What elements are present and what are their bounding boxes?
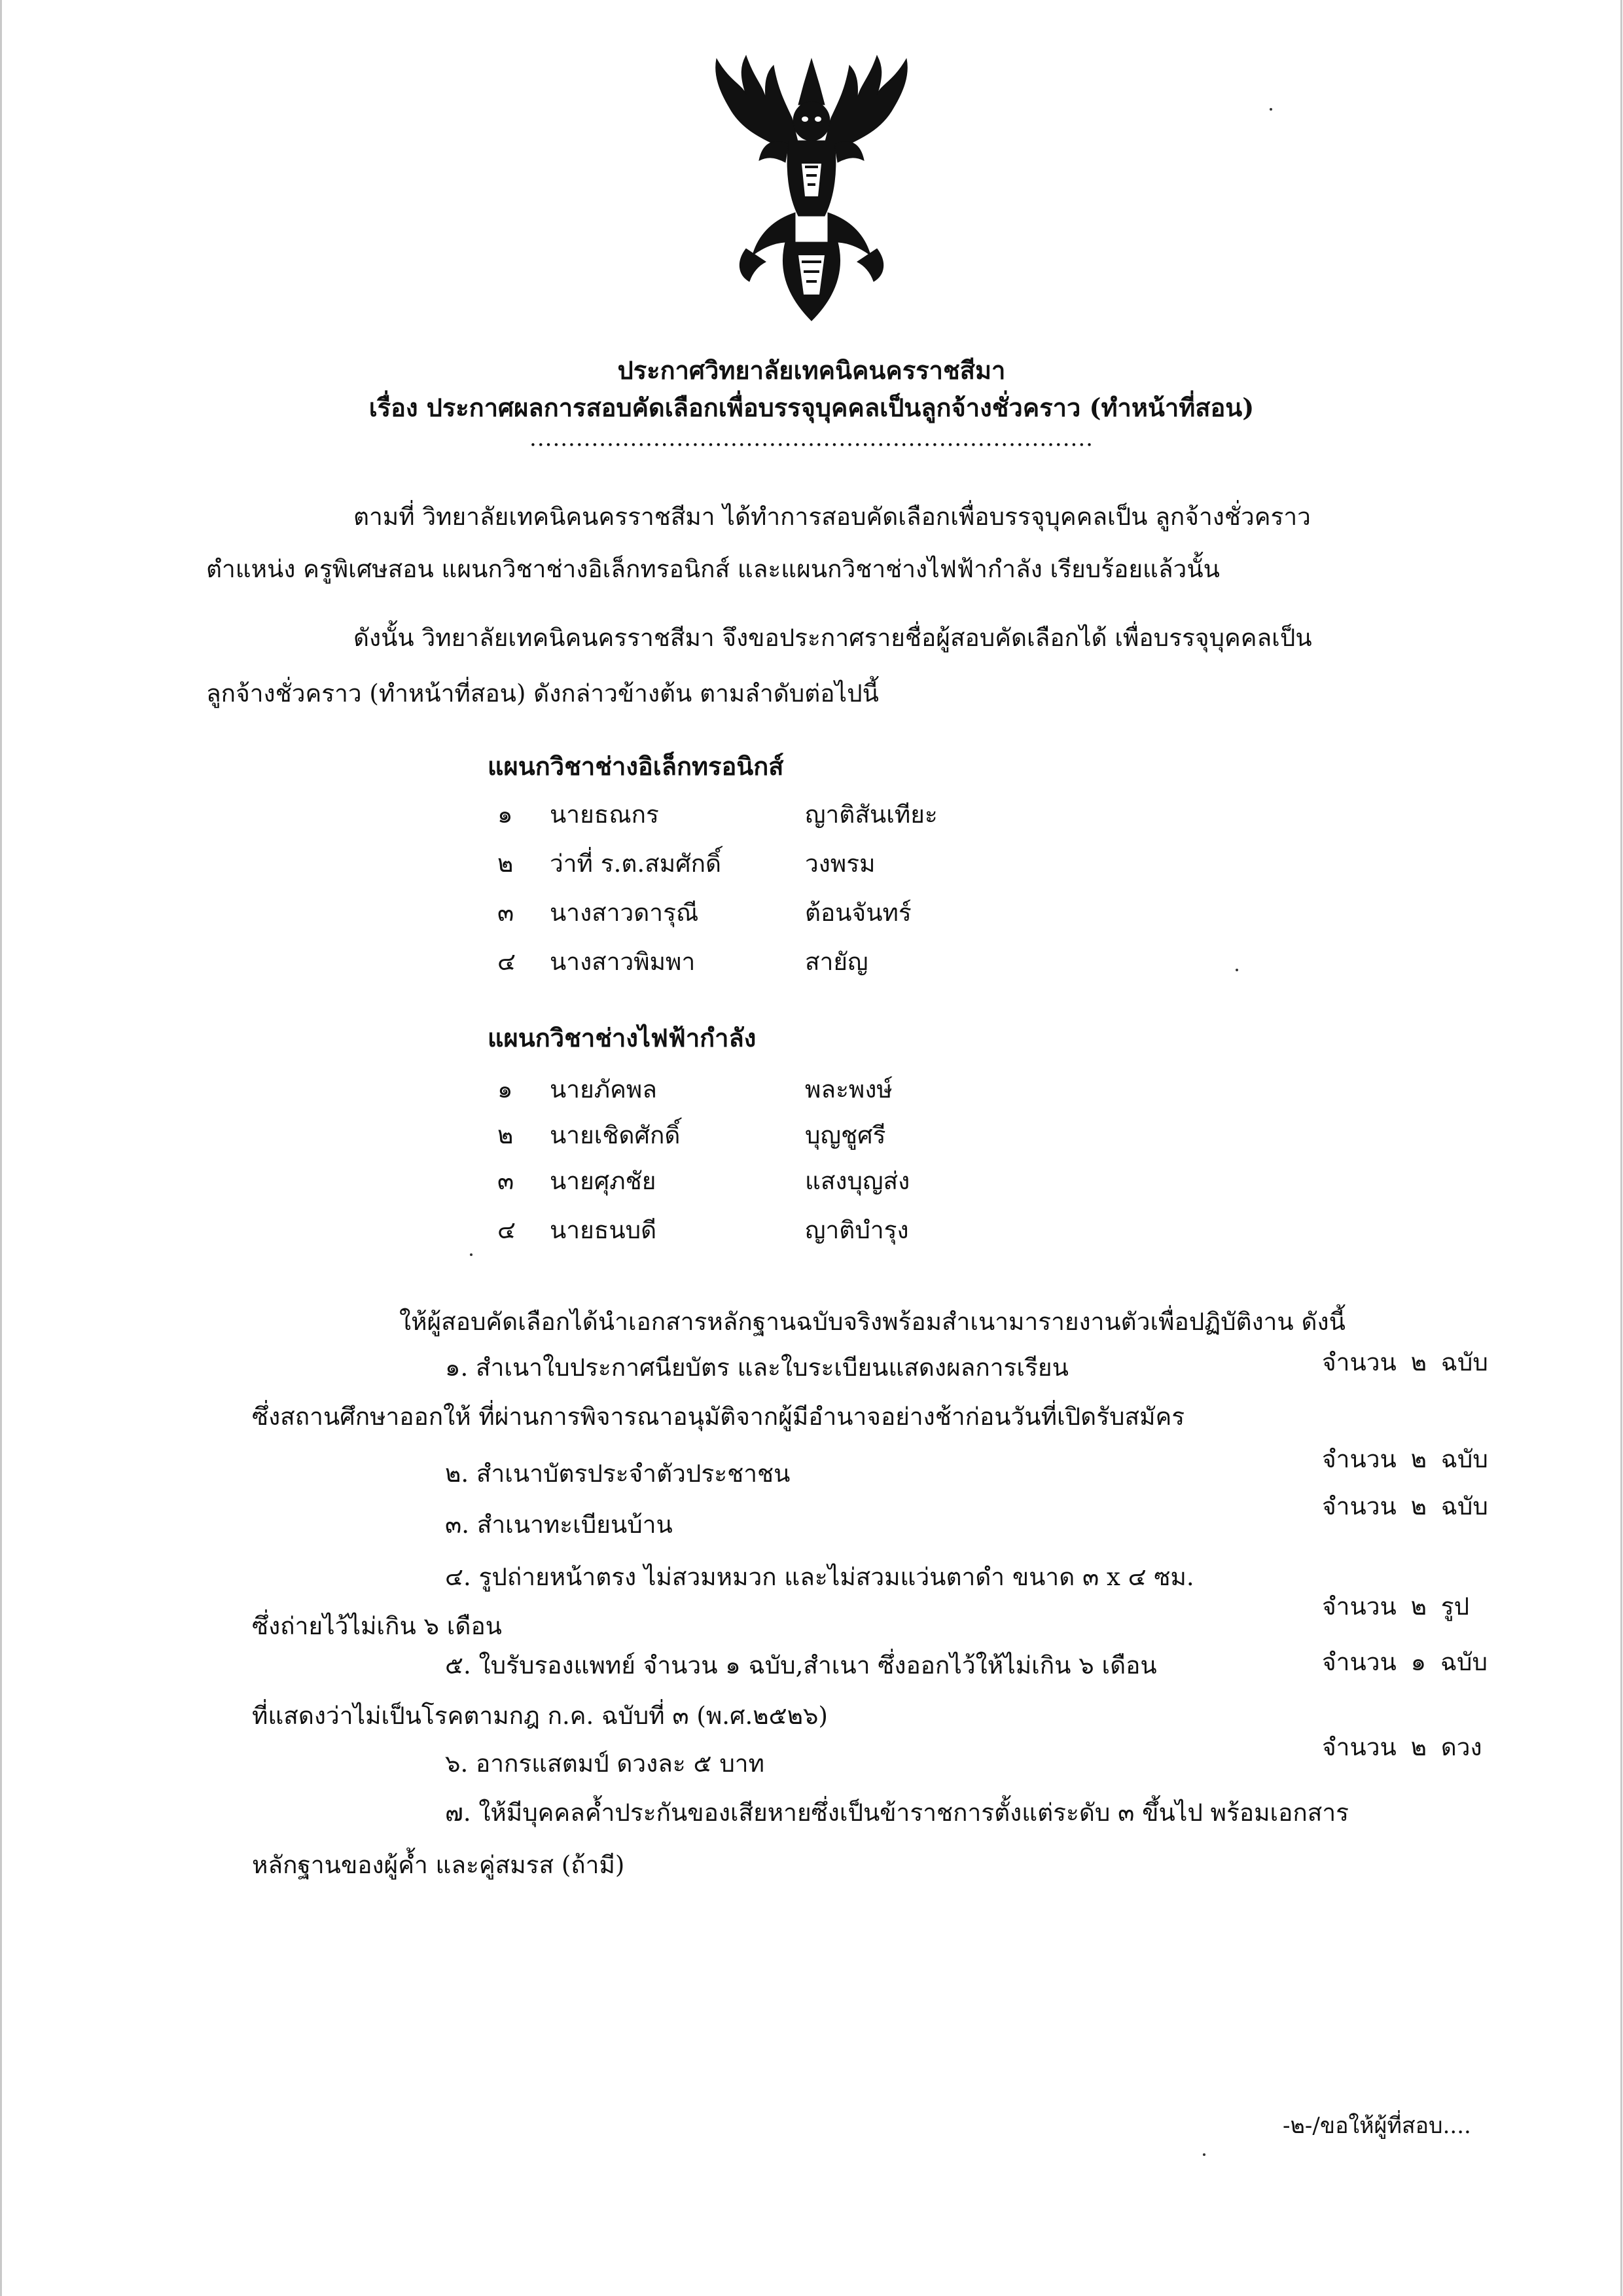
paragraph-2-line-2: ลูกจ้างชั่วคราว (ทำหน้าที่สอน) ดังกล่าวข้างต้น ตามลำดับต่อไปนี้ bbox=[206, 679, 879, 708]
document-item-line: หลักฐานของผู้ค้ำ และคู่สมรส (ถ้ามี) bbox=[252, 1851, 625, 1879]
title-dotted-separator: ......................................................................... bbox=[529, 425, 1094, 452]
list-item-name: นางสาวดารุณี bbox=[550, 899, 699, 927]
scan-speck bbox=[1236, 969, 1238, 971]
list-item-name: นายศุภชัย bbox=[550, 1167, 656, 1195]
list-item-number: ๔ bbox=[497, 948, 516, 976]
document-item-line: ๑. สำเนาใบประกาศนียบัตร และใบระเบียนแสดงผลการเรียน bbox=[445, 1354, 1069, 1382]
document-item-quantity: จำนวน ๒ ฉบับ bbox=[1322, 1492, 1488, 1520]
announcement-subject: เรื่อง ประกาศผลการสอบคัดเลือกเพื่อบรรจุบุคคลเป็นลูกจ้างชั่วคราว (ทำหน้าที่สอน) bbox=[368, 393, 1255, 422]
list-item-number: ๓ bbox=[497, 899, 514, 927]
paragraph-1-line-1: ตามที่ วิทยาลัยเทคนิคนครราชสีมา ได้ทำการสอบคัดเลือกเพื่อบรรจุบุคคลเป็น ลูกจ้างชั่วคราว bbox=[353, 503, 1311, 531]
list-item-name: ว่าที่ ร.ต.สมศักดิ์ bbox=[550, 850, 722, 878]
document-item-line: ๓. สำเนาทะเบียนบ้าน bbox=[445, 1511, 673, 1539]
section-heading-electronics: แผนกวิชาช่างอิเล็กทรอนิกส์ bbox=[488, 751, 784, 781]
list-item-surname: วงพรม bbox=[805, 850, 876, 878]
list-item-number: ๑ bbox=[497, 800, 513, 829]
scan-speck bbox=[470, 1253, 473, 1256]
list-item-surname: ญาติบำรุง bbox=[805, 1216, 909, 1244]
list-item-surname: ญาติสันเทียะ bbox=[805, 800, 938, 829]
section-heading-electrical-power: แผนกวิชาช่างไฟฟ้ากำลัง bbox=[488, 1023, 757, 1052]
list-item-surname: ต้อนจันทร์ bbox=[805, 899, 912, 927]
document-item-quantity: จำนวน ๑ ฉบับ bbox=[1322, 1648, 1488, 1676]
document-item-quantity: จำนวน ๒ ดวง bbox=[1322, 1733, 1482, 1761]
paragraph-1-line-2: ตำแหน่ง ครูพิเศษสอน แผนกวิชาช่างอิเล็กทรอนิกส์ และแผนกวิชาช่างไฟฟ้ากำลัง เรียบร้อยแล้วนั้น bbox=[206, 555, 1220, 583]
list-item-name: นายเชิดศักดิ์ bbox=[550, 1121, 681, 1149]
document-item-line: ซึ่งสถานศึกษาออกให้ ที่ผ่านการพิจารณาอนุมัติจากผู้มีอำนาจอย่างช้าก่อนวันที่เปิดรับสมัคร bbox=[252, 1403, 1185, 1431]
list-item-name: นางสาวพิมพา bbox=[550, 948, 696, 976]
document-item-line: ที่แสดงว่าไม่เป็นโรคตามกฎ ก.ค. ฉบับที่ ๓ (พ.ศ.๒๕๒๖) bbox=[252, 1702, 828, 1730]
garuda-emblem-icon bbox=[668, 46, 955, 334]
list-item-number: ๒ bbox=[497, 1121, 514, 1149]
list-item-name: นายภัคพล bbox=[550, 1075, 657, 1103]
document-item-quantity: จำนวน ๒ รูป bbox=[1322, 1592, 1470, 1621]
announcement-title: ประกาศวิทยาลัยเทคนิคนครราชสีมา bbox=[617, 355, 1006, 385]
documents-intro: ให้ผู้สอบคัดเลือกได้นำเอกสารหลักฐานฉบับจริงพร้อมสำเนามารายงานตัวเพื่อปฏิบัติงาน ดังนี้ bbox=[399, 1308, 1346, 1336]
list-item-surname: แสงบุญส่ง bbox=[805, 1167, 910, 1195]
list-item-name: นายธณกร bbox=[550, 800, 659, 829]
list-item-number: ๒ bbox=[497, 850, 514, 878]
list-item-number: ๑ bbox=[497, 1075, 513, 1103]
document-item-line: ๔. รูปถ่ายหน้าตรง ไม่สวมหมวก และไม่สวมแว่นตาดำ ขนาด ๓ x ๔ ซม. bbox=[445, 1563, 1194, 1591]
scan-speck bbox=[1270, 108, 1272, 111]
scan-right-edge bbox=[1620, 0, 1622, 2296]
document-item-quantity: จำนวน ๒ ฉบับ bbox=[1322, 1348, 1488, 1376]
list-item-name: นายธนบดี bbox=[550, 1216, 657, 1244]
paragraph-2-line-1: ดังนั้น วิทยาลัยเทคนิคนครราชสีมา จึงขอประกาศรายชื่อผู้สอบคัดเลือกได้ เพื่อบรรจุบุคคลเป็น bbox=[353, 624, 1312, 652]
list-item-surname: สายัญ bbox=[805, 948, 868, 976]
document-item-line: ๖. อากรแสตมป์ ดวงละ ๕ บาท bbox=[445, 1749, 764, 1778]
scan-left-edge bbox=[0, 0, 2, 2296]
document-item-quantity: จำนวน ๒ ฉบับ bbox=[1322, 1445, 1488, 1473]
scan-speck bbox=[1203, 2153, 1205, 2156]
document-item-line: ๗. ให้มีบุคคลค้ำประกันของเสียหายซึ่งเป็นข้าราชการตั้งแต่ระดับ ๓ ขึ้นไป พร้อมเอกสาร bbox=[445, 1799, 1349, 1827]
list-item-number: ๔ bbox=[497, 1216, 516, 1244]
list-item-number: ๓ bbox=[497, 1167, 514, 1195]
page-continuation: -๒-/ขอให้ผู้ที่สอบ.... bbox=[1283, 2113, 1471, 2139]
document-item-line: ซึ่งถ่ายไว้ไม่เกิน ๖ เดือน bbox=[252, 1612, 502, 1640]
document-item-line: ๕. ใบรับรองแพทย์ จำนวน ๑ ฉบับ,สำเนา ซึ่งออกไว้ให้ไม่เกิน ๖ เดือน bbox=[445, 1651, 1157, 1679]
document-item-line: ๒. สำเนาบัตรประจำตัวประชาชน bbox=[445, 1460, 791, 1488]
list-item-surname: บุญชูศรี bbox=[805, 1121, 886, 1149]
list-item-surname: พละพงษ์ bbox=[805, 1075, 893, 1103]
